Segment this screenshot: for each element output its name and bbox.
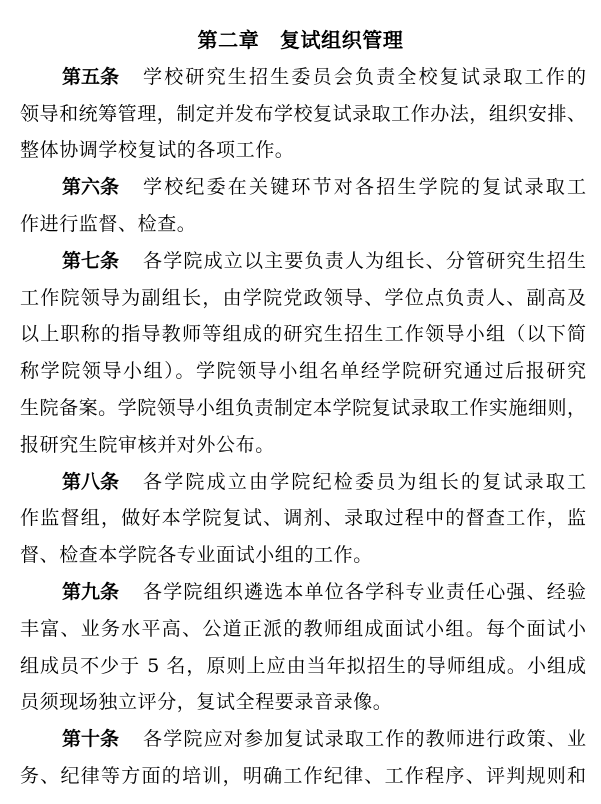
article-6 [20, 169, 586, 243]
article-line: 务、纪律等方面的培训，明确工作纪律、工作程序、评判规则和 [20, 764, 586, 787]
article-label: 第九条 [62, 580, 120, 603]
article-line: 组成员不少于 5 名，原则上应由当年拟招生的导师组成。小组成 [20, 654, 586, 677]
article-label: 第七条 [62, 249, 120, 272]
article-line: 整体协调学校复试的各项工作。 [20, 139, 295, 162]
article-label: 第六条 [62, 176, 120, 199]
chapter-title: 第二章 复试组织管理 [197, 28, 404, 52]
article-first-line [20, 243, 586, 280]
article-first-line [20, 169, 586, 206]
article-line: 作进行监督、检查。 [20, 212, 197, 235]
article-line-text: 各学院成立由学院纪检委员为组长的复试录取工 [143, 470, 586, 493]
article-first-line [20, 59, 586, 96]
article-line: 领导和统筹管理，制定并发布学校复试录取工作办法，组织安排、 [20, 102, 586, 125]
article-line-text: 各学院成立以主要负责人为组长、分管研究生招生 [143, 249, 586, 272]
article-first-line [20, 574, 586, 611]
article-5 [20, 59, 586, 169]
article-first-line [20, 721, 586, 758]
article-label: 第五条 [62, 65, 120, 88]
article-label: 第八条 [62, 470, 120, 493]
article-line: 督、检查本学院各专业面试小组的工作。 [20, 544, 373, 567]
article-line: 报研究生院审核并对外公布。 [20, 433, 275, 456]
article-line-text: 学校纪委在关键环节对各招生学院的复试录取工 [143, 176, 586, 199]
article-line: 作监督组，做好本学院复试、调剂、录取过程中的督查工作，监 [20, 507, 586, 530]
article-line: 以上职称的指导教师等组成的研究生招生工作领导小组（以下简 [20, 323, 586, 346]
article-7 [20, 243, 586, 464]
article-label: 第十条 [62, 728, 120, 751]
article-10 [20, 721, 586, 795]
article-line: 称学院领导小组）。学院领导小组名单经学院研究通过后报研究 [20, 360, 586, 383]
article-line: 工作院领导为副组长，由学院党政领导、学位点负责人、副高及 [20, 286, 586, 309]
article-first-line [20, 464, 586, 501]
article-line: 丰富、业务水平高、公道正派的教师组成面试小组。每个面试小 [20, 617, 586, 640]
article-8 [20, 464, 586, 574]
article-line: 员须现场独立评分，复试全程要录音录像。 [20, 691, 393, 714]
article-9 [20, 574, 586, 721]
article-line-text: 各学院组织遴选本单位各学科专业责任心强、经验 [143, 580, 586, 603]
article-line-text: 学校研究生招生委员会负责全校复试录取工作的 [143, 65, 586, 88]
article-line-text: 各学院应对参加复试录取工作的教师进行政策、业 [143, 728, 586, 751]
article-line: 生院备案。学院领导小组负责制定本学院复试录取工作实施细则， [20, 396, 586, 419]
